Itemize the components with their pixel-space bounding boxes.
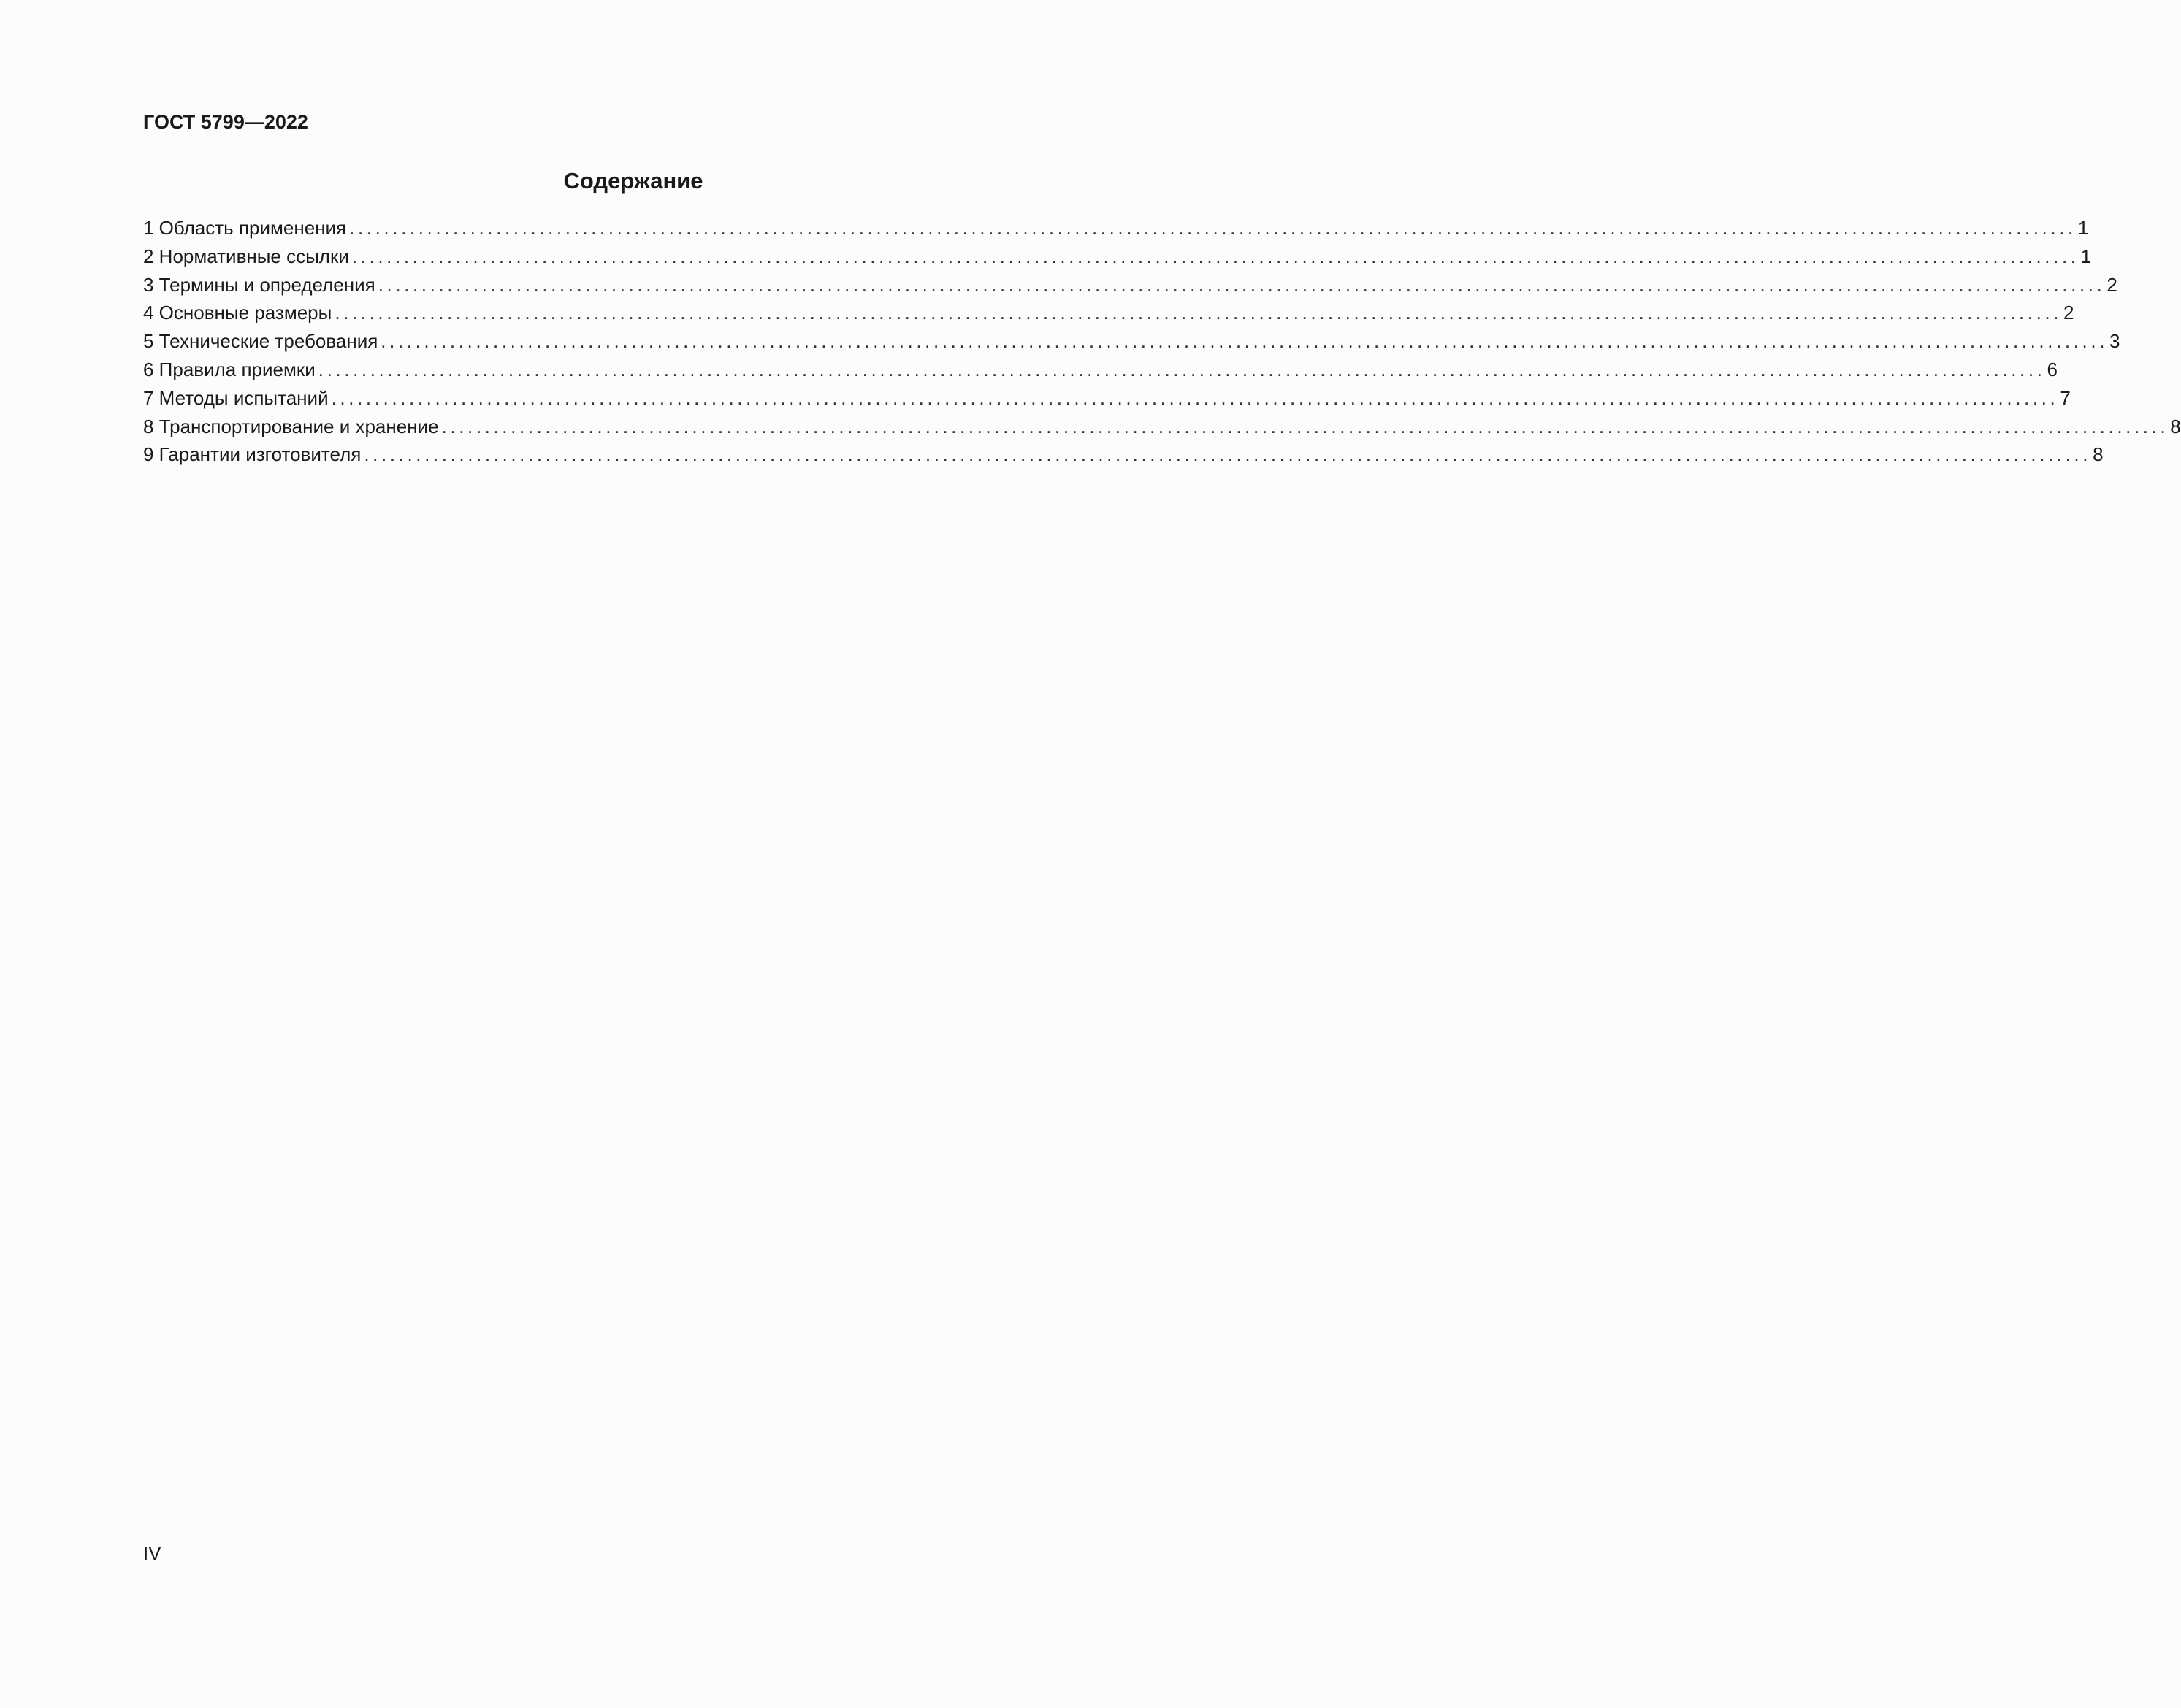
- toc-entry-label: 6 Правила приемки: [143, 358, 316, 380]
- toc-entry-label: 3 Термины и определения: [143, 273, 375, 296]
- toc-entry-page: 7: [2060, 386, 2071, 409]
- toc-dot-leader: ........................................................................................................................................................................................................: [441, 415, 2169, 437]
- toc-entry[interactable]: [143, 214, 2089, 242]
- toc-dot-leader: ........................................................................................................................................................................................................: [364, 443, 2092, 466]
- toc-entry-label: 2 Нормативные ссылки: [143, 245, 349, 267]
- toc-entry-page: 2: [2106, 273, 2117, 296]
- page-number: IV: [143, 1542, 161, 1564]
- toc-entry-page: 1: [2080, 245, 2092, 267]
- toc-entry-page: 8: [2093, 443, 2104, 466]
- toc-dot-leader: ........................................................................................................................................................................................................: [378, 273, 2106, 296]
- toc-entry-page: 3: [2109, 330, 2120, 353]
- toc-entry[interactable]: [143, 299, 2074, 327]
- toc-dot-leader: ........................................................................................................................................................................................................: [318, 358, 2046, 380]
- toc-entry-label: 8 Транспортирование и хранение: [143, 415, 439, 437]
- toc-entry-label: 7 Методы испытаний: [143, 386, 329, 409]
- toc-entry-page: 6: [2047, 358, 2058, 380]
- toc-entry[interactable]: [143, 327, 2120, 356]
- toc-entry-label: 4 Основные размеры: [143, 302, 332, 324]
- toc-entry-label: 5 Технические требования: [143, 330, 378, 353]
- toc-entry-page: 8: [2170, 415, 2181, 437]
- toc-entry-label: 1 Область применения: [143, 217, 347, 239]
- toc-dot-leader: ........................................................................................................................................................................................................: [349, 217, 2077, 239]
- document-code: ГОСТ 5799—2022: [143, 111, 308, 133]
- toc-entry[interactable]: [143, 413, 2181, 441]
- toc-entry-page: 2: [2063, 302, 2074, 324]
- toc-entry-page: 1: [2077, 217, 2089, 239]
- toc-entry-label: 9 Гарантии изготовителя: [143, 443, 362, 466]
- toc-entry[interactable]: [143, 271, 2117, 299]
- table-of-contents: [143, 214, 2181, 469]
- toc-dot-leader: ........................................................................................................................................................................................................: [351, 245, 2079, 267]
- toc-entry[interactable]: [143, 242, 2092, 271]
- toc-dot-leader: ........................................................................................................................................................................................................: [331, 386, 2059, 409]
- toc-dot-leader: ........................................................................................................................................................................................................: [381, 330, 2109, 353]
- toc-entry[interactable]: [143, 440, 2104, 469]
- toc-entry[interactable]: [143, 356, 2058, 384]
- toc-title: Содержание: [563, 168, 703, 194]
- toc-dot-leader: ........................................................................................................................................................................................................: [335, 302, 2063, 324]
- toc-entry[interactable]: [143, 384, 2071, 413]
